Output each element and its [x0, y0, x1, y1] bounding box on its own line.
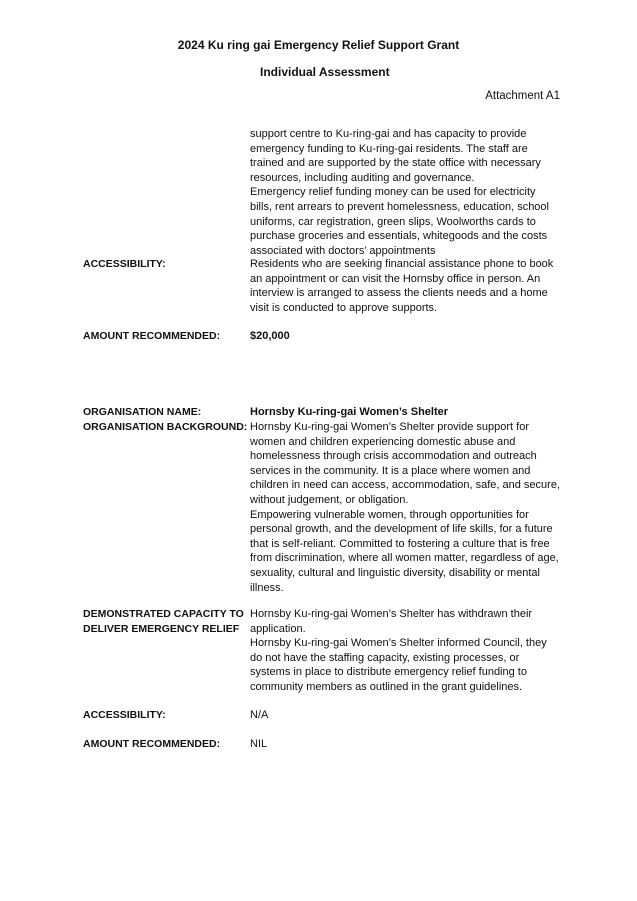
section1-accessibility-text: Residents who are seeking financial assistance phone to book an appointment or can visit the Hornsby office in person. An interview is arranged to assess the clients needs and a home visit is conducted to approve supports. [250, 258, 554, 314]
section1-paragraph: support centre to Ku-ring-gai and has capacity to provide emergency funding to Ku-ring-gai residents. The staff are trained and are supported by the state office with necessary resources, including auditing and governance. [250, 128, 541, 184]
section2-accessibility-value: N/A [250, 709, 269, 721]
section2-capacity-label-line1: DEMONSTRATED CAPACITY TO [83, 608, 244, 620]
section1-paragraph: Emergency relief funding money can be used for electricity bills, rent arrears to prevent homelessness, education, school uniforms, car registration, green slips, Woolworths cards to purchase groceries and essentials, whitegoods and the costs associated with doctors’ appointments [250, 186, 549, 257]
section2-amount-value: NIL [250, 738, 268, 750]
section1-accessibility-label: ACCESSIBILITY: [83, 258, 166, 270]
section2-capacity-text [250, 607, 560, 695]
section2-capacity-paragraph: Hornsby Ku-ring-gai Women’s Shelter has withdrawn their application. [250, 608, 533, 635]
section2-capacity-label [83, 607, 248, 636]
section2-background-paragraph: Hornsby Ku-ring-gai Women’s Shelter provide support for women and children experiencing domestic abuse and homelessness through crisis accommodation and outreach services in the community. It is a place where women and children in need can access, accommodation, safe, and secure, without judgement, or obligation. [250, 421, 561, 506]
section2-org-name-label: ORGANISATION NAME: [83, 406, 202, 418]
section1-amount-value: $20,000 [250, 330, 290, 342]
section2-org-background-label: ORGANISATION BACKGROUND: [83, 421, 248, 433]
section2-amount-label: AMOUNT RECOMMENDED: [83, 738, 221, 750]
section2-background-paragraph: Empowering vulnerable women, through opportunities for personal growth, and the development of life skills, for a future that is self-reliant. Committed to fostering a culture that is free from discrimination, where all women matter, regardless of age, sexuality, cultural and linguistic diversity, disability or mental illness. [250, 508, 559, 594]
section2-accessibility-label: ACCESSIBILITY: [83, 709, 166, 721]
document-title: 2024 Ku ring gai Emergency Relief Support Grant [177, 38, 460, 52]
section2-capacity-label-line2: DELIVER EMERGENCY RELIEF [83, 622, 240, 635]
section2-capacity-paragraph: Hornsby Ku-ring-gai Women’s Shelter informed Council, they do not have the staffing capacity, existing processes, or systems in place to distribute emergency relief funding to community members as outlined in the grant guidelines. [250, 637, 547, 693]
attachment-label: Attachment A1 [485, 90, 560, 102]
section1-amount-label: AMOUNT RECOMMENDED: [83, 330, 221, 342]
document-subtitle: Individual Assessment [260, 65, 390, 79]
section1-continued-text [250, 127, 560, 258]
section2-org-background-text [250, 420, 560, 595]
section2-org-name-value: Hornsby Ku-ring-gai Women’s Shelter [250, 406, 449, 418]
